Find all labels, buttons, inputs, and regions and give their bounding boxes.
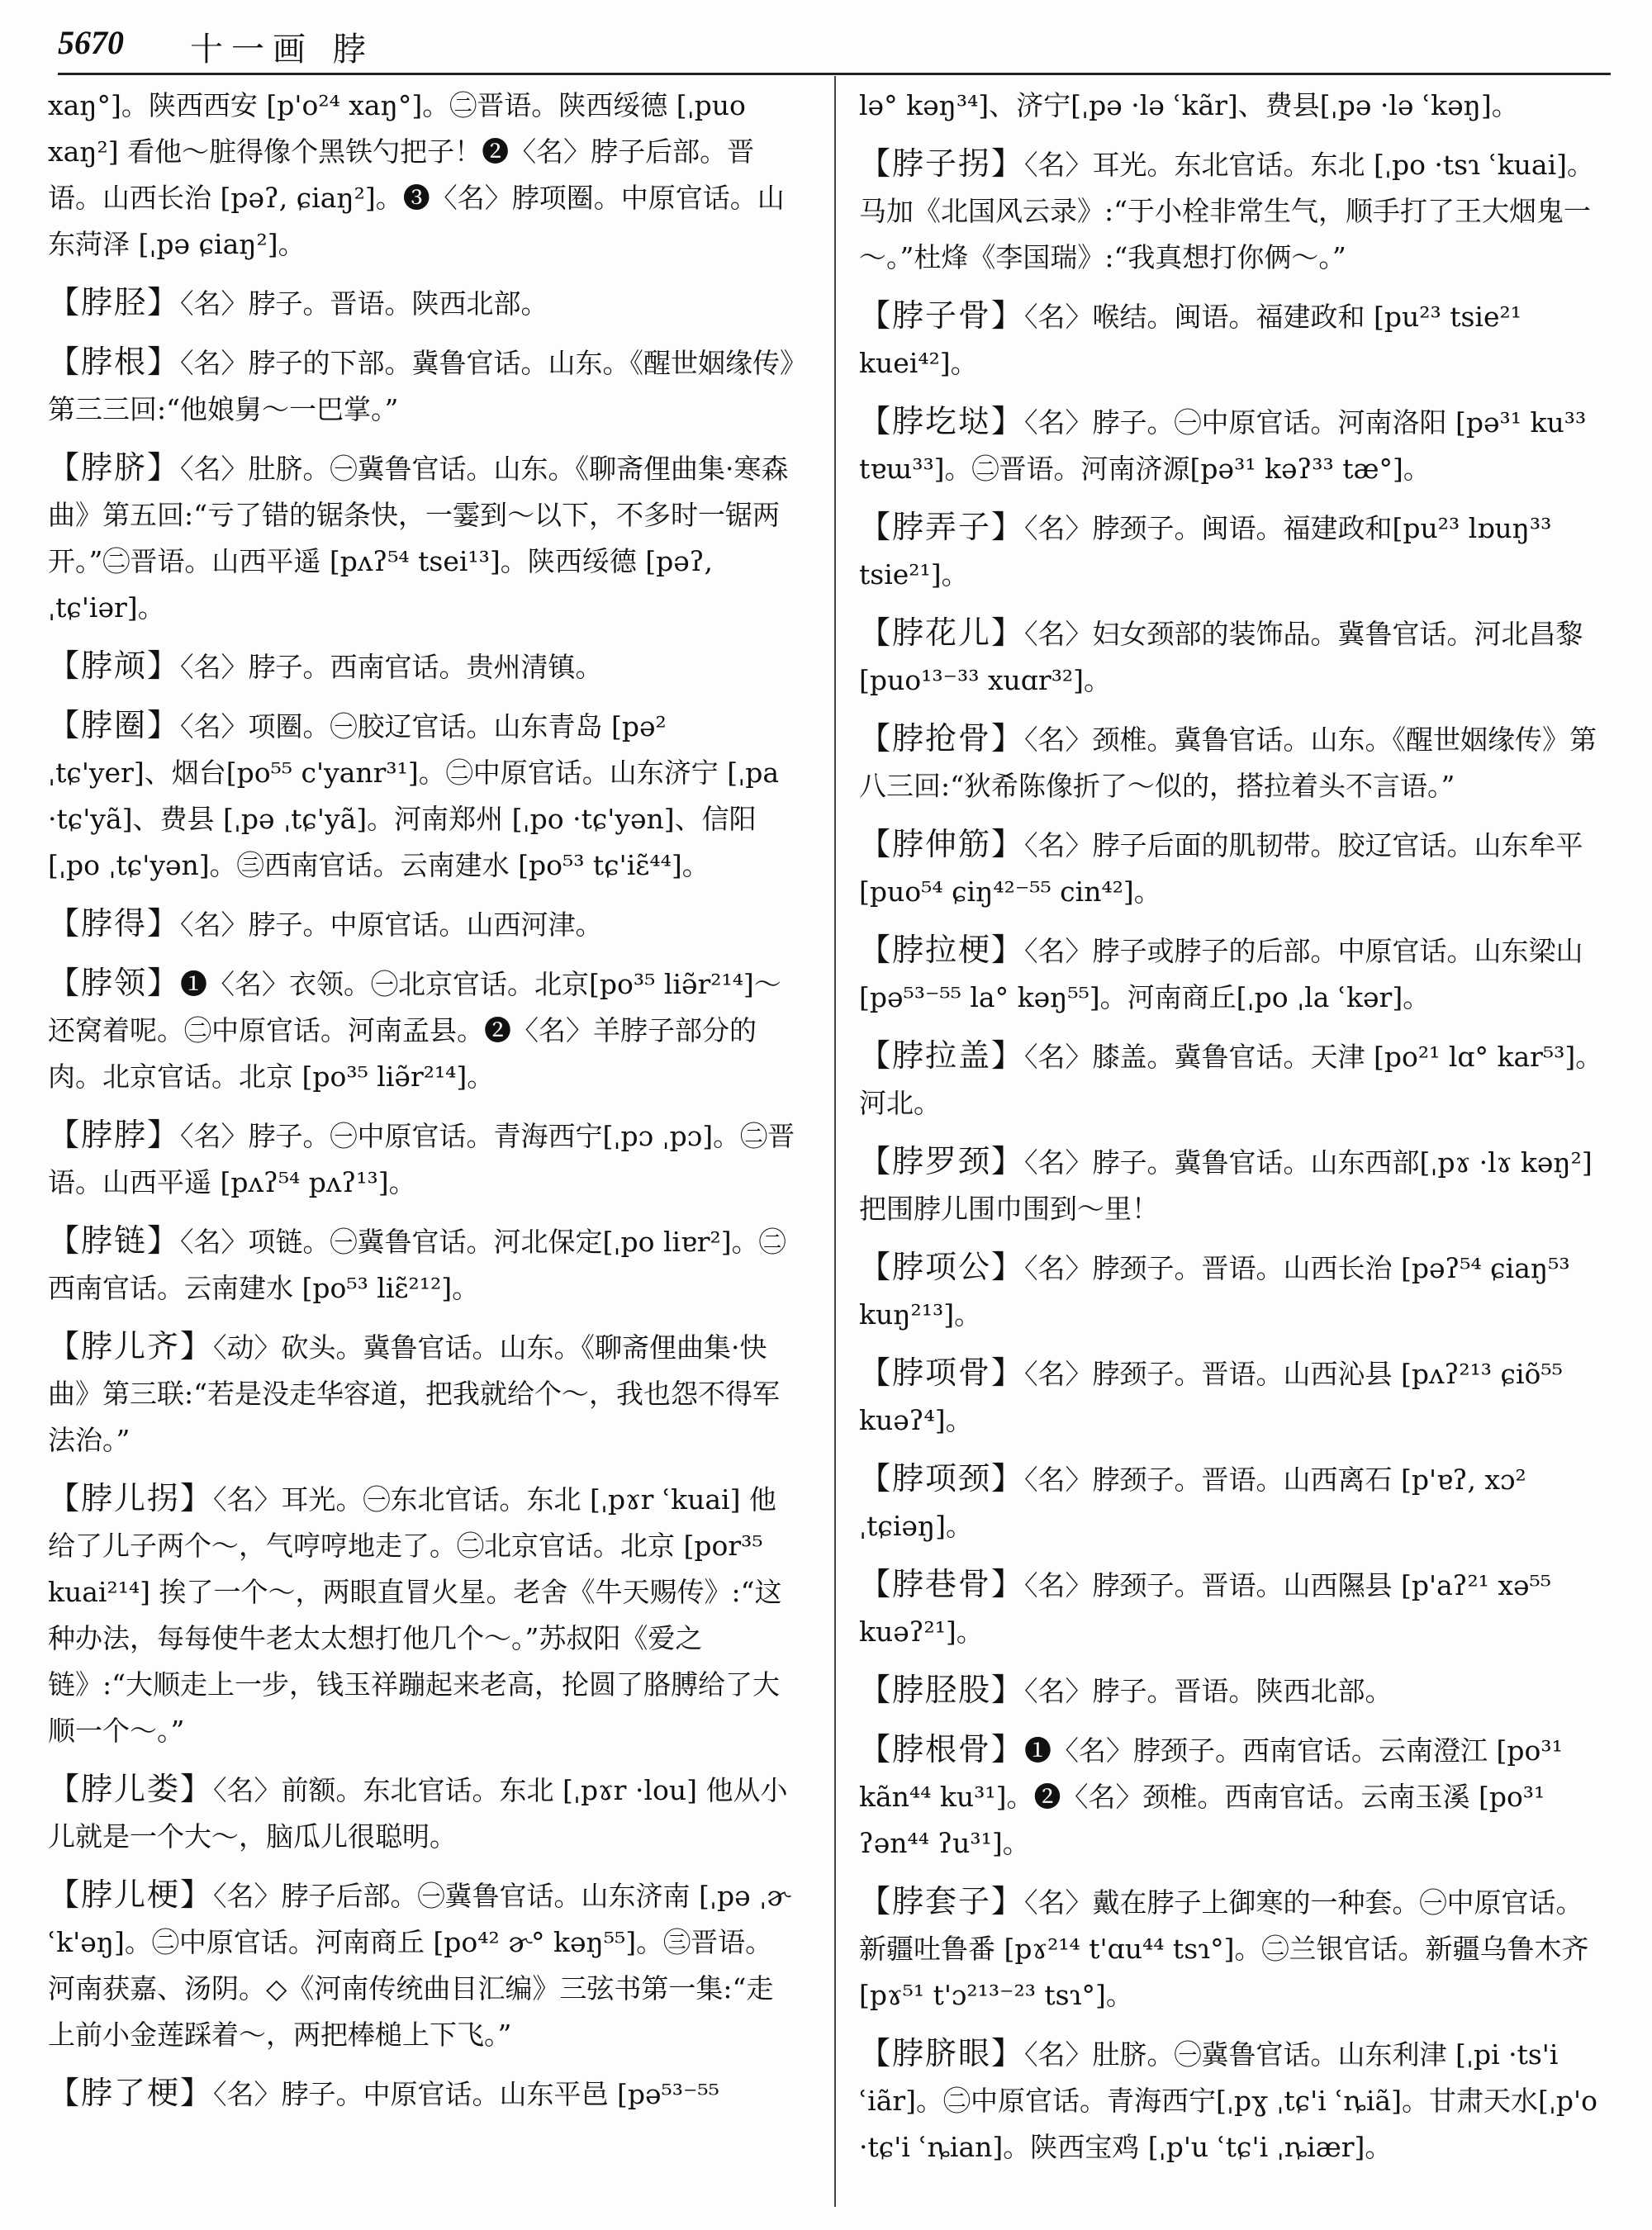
entry-headword: 【脖领】 xyxy=(48,965,181,1001)
entry-definition: ❶〈名〉衣领。㊀北京官话。北京[po³⁵ liə̃r²¹⁴]～还窝着呢。㊁中原官话。河南孟县。❷〈名〉羊脖子部分的肉。北京官话。北京 [po³⁵ liə̃r²¹⁴]。 xyxy=(48,968,781,1093)
entry-definition: 〈名〉脖子。晋语。陕西北部。 xyxy=(180,287,548,320)
dictionary-entry xyxy=(48,339,795,433)
dictionary-entry xyxy=(48,444,795,631)
entry-headword: 【脖伸筋】 xyxy=(859,826,1025,862)
entry-definition: 〈名〉脖子后面的肌韧带。胶辽官话。山东牟平 [puo⁵⁴ ɕiŋ⁴²⁻⁵⁵ cin⁴²]。 xyxy=(859,829,1583,908)
section-heading: 十一画 脖 xyxy=(190,31,374,69)
dictionary-entry xyxy=(859,1244,1607,1338)
dictionary-entry xyxy=(48,643,795,690)
dictionary-entry xyxy=(859,1350,1607,1444)
entry-definition: 〈名〉脖子。晋语。陕西北部。 xyxy=(1024,1675,1393,1707)
entry-definition: xaŋ°]。陕西西安 [p'o²⁴ xaŋ°]。㊁晋语。陕西绥德 [ˌpuo xaŋ²] 看他～脏得像个黑铁勺把子！❷〈名〉脖子后部。晋语。山西长治 [pəʔ, ɕiaŋ²]。❸〈名〉脖项圈。中原官话。山东菏泽 [ˌpə ɕiaŋ²]。 xyxy=(48,89,785,260)
dictionary-entry xyxy=(859,1561,1607,1655)
entry-definition: lə° kəŋ³⁴]、济宁[ˌpə ·lə ʿkãr]、费县[ˌpə ·lə ʿkəŋ]。 xyxy=(859,89,1519,121)
entry-definition: 〈名〉喉结。闽语。福建政和 [pu²³ tsie²¹ kuei⁴²]。 xyxy=(859,301,1521,379)
entry-headword: 【脖儿拐】 xyxy=(48,1480,214,1516)
entry-definition: 〈名〉戴在脖子上御寒的一种套。㊀中原官话。新疆吐鲁番 [pɤ²¹⁴ t'ɑu⁴⁴ tsɿ°]。㊁兰银官话。新疆乌鲁木齐 [pɤ⁵¹ t'ɔ²¹³⁻²³ tsɿ°]。 xyxy=(859,1886,1589,2011)
entry-definition: 〈动〉砍头。冀鲁官话。山东。《聊斋俚曲集·快曲》第三联:“若是没走华容道，把我就给个～，我也怨不得军法治。” xyxy=(48,1331,780,1456)
entry-headword: 【脖子骨】 xyxy=(859,297,1025,334)
entry-headword: 【脖圪垯】 xyxy=(859,403,1025,439)
right-column xyxy=(859,83,1607,2182)
entry-definition: 〈名〉脖颈子。晋语。山西隰县 [p'aʔ²¹ xə⁵⁵ kuəʔ²¹]。 xyxy=(859,1569,1551,1648)
entry-definition: 〈名〉膝盖。冀鲁官话。天津 [po²¹ lɑ° kar⁵³]。河北。 xyxy=(859,1041,1603,1119)
entry-headword: 【脖胫】 xyxy=(48,284,181,320)
entry-headword: 【脖儿齐】 xyxy=(48,1328,214,1364)
entry-headword: 【脖花儿】 xyxy=(859,614,1025,651)
dictionary-entry xyxy=(48,1217,795,1312)
entry-headword: 【脖脖】 xyxy=(48,1117,181,1153)
entry-headword: 【脖子拐】 xyxy=(859,145,1025,182)
entry-definition: 〈名〉脖子。㊀中原官话。河南洛阳 [pə³¹ ku³³ tɐɯ³³]。㊁晋语。河南济源[pə³¹ kəʔ³³ tæ°]。 xyxy=(859,406,1587,485)
entry-definition: 〈名〉脖子。中原官话。山西河津。 xyxy=(180,909,603,941)
entry-definition: 〈名〉脖颈子。晋语。山西沁县 [pʌʔ²¹³ ɕiõ⁵⁵ kuəʔ⁴]。 xyxy=(859,1358,1563,1436)
entry-headword: 【脖脐眼】 xyxy=(859,2035,1025,2071)
entry-definition: 〈名〉脖子后部。㊀冀鲁官话。山东济南 [ˌpə ˌɚ ʿk'əŋ]。㊁中原官话。河南商丘 [po⁴² ɚ° kəŋ⁵⁵]。㊂晋语。河南获嘉、汤阴。◇《河南传统曲目汇编》三弦书第一集:“走上前小金莲踩着～，两把棒槌上下飞。” xyxy=(48,1880,790,2051)
dictionary-entry xyxy=(48,900,795,948)
entry-headword: 【脖链】 xyxy=(48,1222,181,1259)
entry-definition: 〈名〉肚脐。㊀冀鲁官话。山东利津 [ˌpi ·ts'i ʿiãr]。㊁中原官话。青海西宁[ˌpɣ ˌtɕ'i ʿȵiã]。甘肃天水[ˌp'o ·tɕ'i ʿȵian]。陕西宝鸡 [ˌp'u ʿtɕ'i ˌȵiær]。 xyxy=(859,2038,1597,2163)
entry-headword: 【脖圈】 xyxy=(48,707,181,743)
dictionary-entry xyxy=(48,1323,795,1464)
dictionary-entry xyxy=(859,1138,1607,1232)
column-divider xyxy=(834,76,836,2207)
entry-headword: 【脖项骨】 xyxy=(859,1355,1025,1391)
dictionary-entry xyxy=(859,1032,1607,1127)
dictionary-entry xyxy=(859,821,1607,915)
dictionary-entry xyxy=(48,960,795,1100)
entry-definition: 〈名〉前额。东北官话。东北 [ˌpɤr ·lou] 他从小儿就是一个大～，脑瓜儿很聪明。 xyxy=(48,1774,788,1853)
dictionary-entry xyxy=(48,279,795,327)
entry-headword: 【脖罗颈】 xyxy=(859,1143,1025,1179)
dictionary-entry xyxy=(859,1878,1607,2019)
entry-definition: 〈名〉脖子。㊀中原官话。青海西宁[ˌpɔ ˌpɔ]。㊁晋语。山西平遥 [pʌʔ⁵⁴ pʌʔ¹³]。 xyxy=(48,1120,795,1198)
entry-definition: 〈名〉脖子。中原官话。山东平邑 [pə⁵³⁻⁵⁵ xyxy=(213,2078,719,2110)
dictionary-entry xyxy=(859,83,1607,129)
dictionary-entry xyxy=(859,927,1607,1021)
dictionary-entry xyxy=(48,1766,795,1860)
entry-definition: 〈名〉脖子或脖子的后部。中原官话。山东梁山[pə⁵³⁻⁵⁵ la° kəŋ⁵⁵]。河南商丘[ˌpo ˌla ʿkər]。 xyxy=(859,935,1583,1013)
entry-definition: 〈名〉脖子。西南官话。贵州清镇。 xyxy=(180,651,603,683)
entry-definition: 〈名〉项链。㊀冀鲁官话。河北保定[ˌpo liɐr²]。㊁西南官话。云南建水 [po⁵³ liɛ̃²¹²]。 xyxy=(48,1226,786,1304)
entry-headword: 【脖拉梗】 xyxy=(859,932,1025,968)
dictionary-entry xyxy=(48,2070,795,2118)
dictionary-entry xyxy=(859,610,1607,704)
dictionary-entry xyxy=(859,2030,1607,2171)
entry-definition: 〈名〉耳光。东北官话。东北 [ˌpo ·tsɿ ʿkuai]。马加《北国风云录》:“于小栓非常生气，顺手打了王大烟鬼一～。”杜烽《李国瑞》:“我真想打你俩～。” xyxy=(859,149,1595,273)
entry-headword: 【脖巷骨】 xyxy=(859,1566,1025,1602)
entry-definition: 〈名〉脖颈子。晋语。山西长治 [pəʔ⁵⁴ ɕiaŋ⁵³ kuŋ²¹³]。 xyxy=(859,1252,1570,1331)
entry-headword: 【脖根】 xyxy=(48,344,181,380)
dictionary-entry xyxy=(859,715,1607,809)
entry-headword: 【脖项公】 xyxy=(859,1249,1025,1285)
entry-definition: ❶〈名〉脖颈子。西南官话。云南澄江 [po³¹ kãn⁴⁴ ku³¹]。❷〈名〉颈椎。西南官话。云南玉溪 [po³¹ ʔən⁴⁴ ʔu³¹]。 xyxy=(859,1734,1563,1859)
dictionary-entry xyxy=(48,702,795,889)
header-rule xyxy=(58,73,1611,75)
page-number: 5670 xyxy=(58,24,124,61)
entry-headword: 【脖儿梗】 xyxy=(48,1877,214,1913)
entry-headword: 【脖抢骨】 xyxy=(859,720,1025,757)
entry-headword: 【脖得】 xyxy=(48,905,181,942)
entry-definition: 〈名〉脖子的下部。冀鲁官话。山东。《醒世姻缘传》第三三回:“他娘舅～一巴掌。” xyxy=(48,347,794,425)
entry-definition: 〈名〉脖子。冀鲁官话。山东西部[ˌpɤ ·lɤ kəŋ²] 把围脖儿围巾围到～里！ xyxy=(859,1146,1593,1225)
entry-definition: 〈名〉妇女颈部的装饰品。冀鲁官话。河北昌黎 [puo¹³⁻³³ xuɑr³²]。 xyxy=(859,618,1583,696)
entry-headword: 【脖脐】 xyxy=(48,449,181,486)
dictionary-entry xyxy=(48,83,795,268)
entry-headword: 【脖了梗】 xyxy=(48,2075,214,2111)
entry-definition: 〈名〉脖颈子。晋语。山西离石 [p'ɐʔ, xɔ² ˌtɕiəŋ]。 xyxy=(859,1464,1526,1542)
dictionary-entry xyxy=(859,504,1607,598)
dictionary-entry xyxy=(48,1112,795,1206)
entry-headword: 【脖儿娄】 xyxy=(48,1771,214,1807)
dictionary-entry xyxy=(859,1667,1607,1715)
page-header xyxy=(58,15,1611,73)
entry-headword: 【脖根骨】 xyxy=(859,1731,1025,1767)
dictionary-entry xyxy=(859,1726,1607,1867)
dictionary-entry xyxy=(859,292,1607,387)
dictionary-entry xyxy=(48,1475,795,1754)
entry-headword: 【脖套子】 xyxy=(859,1883,1025,1919)
entry-headword: 【脖胫股】 xyxy=(859,1672,1025,1708)
dictionary-entry xyxy=(859,140,1607,281)
entry-headword: 【脖弄子】 xyxy=(859,509,1025,545)
entry-definition: 〈名〉颈椎。冀鲁官话。山东。《醒世姻缘传》第八三回:“狄希陈像折了～似的，搭拉着头不言语。” xyxy=(859,724,1597,802)
entry-headword: 【脖颃】 xyxy=(48,648,181,684)
dictionary-entry xyxy=(859,398,1607,492)
left-column xyxy=(48,83,795,2129)
dictionary-entry xyxy=(48,1872,795,2058)
entry-definition: 〈名〉脖颈子。闽语。福建政和[pu²³ lɒuŋ³³ tsie²¹]。 xyxy=(859,512,1552,591)
entry-definition: 〈名〉肚脐。㊀冀鲁官话。山东。《聊斋俚曲集·寒森曲》第五回:“亏了错的锯条快，一霎到～以下，不多时一锯两开。”㊁晋语。山西平遥 [pʌʔ⁵⁴ tsei¹³]。陕西绥德 [pəʔ, ˌtɕ'iər]。 xyxy=(48,453,789,624)
dictionary-entry xyxy=(859,1455,1607,1549)
entry-definition: 〈名〉耳光。㊀东北官话。东北 [ˌpɤr ʿkuai] 他给了儿子两个～，气哼哼地走了。㊁北京官话。北京 [por³⁵ kuai²¹⁴] 挨了一个～，两眼直冒火星。老舍《牛天赐传》:“这种办法，每每使牛老太太想打他几个～。”苏叔阳《爱之链》:“大顺走上一步，钱玉祥蹦起来老高，抡圆了胳膊给了大顺一个～。” xyxy=(48,1483,782,1747)
entry-headword: 【脖拉盖】 xyxy=(859,1037,1025,1074)
entry-definition: 〈名〉项圈。㊀胶辽官话。山东青岛 [pə² ˌtɕ'yer]、烟台[po⁵⁵ c'yanr³¹]。㊁中原官话。山东济宁 [ˌpa ·tɕ'yã]、费县 [ˌpə ˌtɕ'yã]。河南郑州 [ˌpo ·tɕ'yən]、信阳 [ˌpo ˌtɕ'yən]。㊂西南官话。云南建水 [po⁵³ tɕ'iɛ̃⁴⁴]。 xyxy=(48,710,779,881)
entry-headword: 【脖项颈】 xyxy=(859,1460,1025,1497)
